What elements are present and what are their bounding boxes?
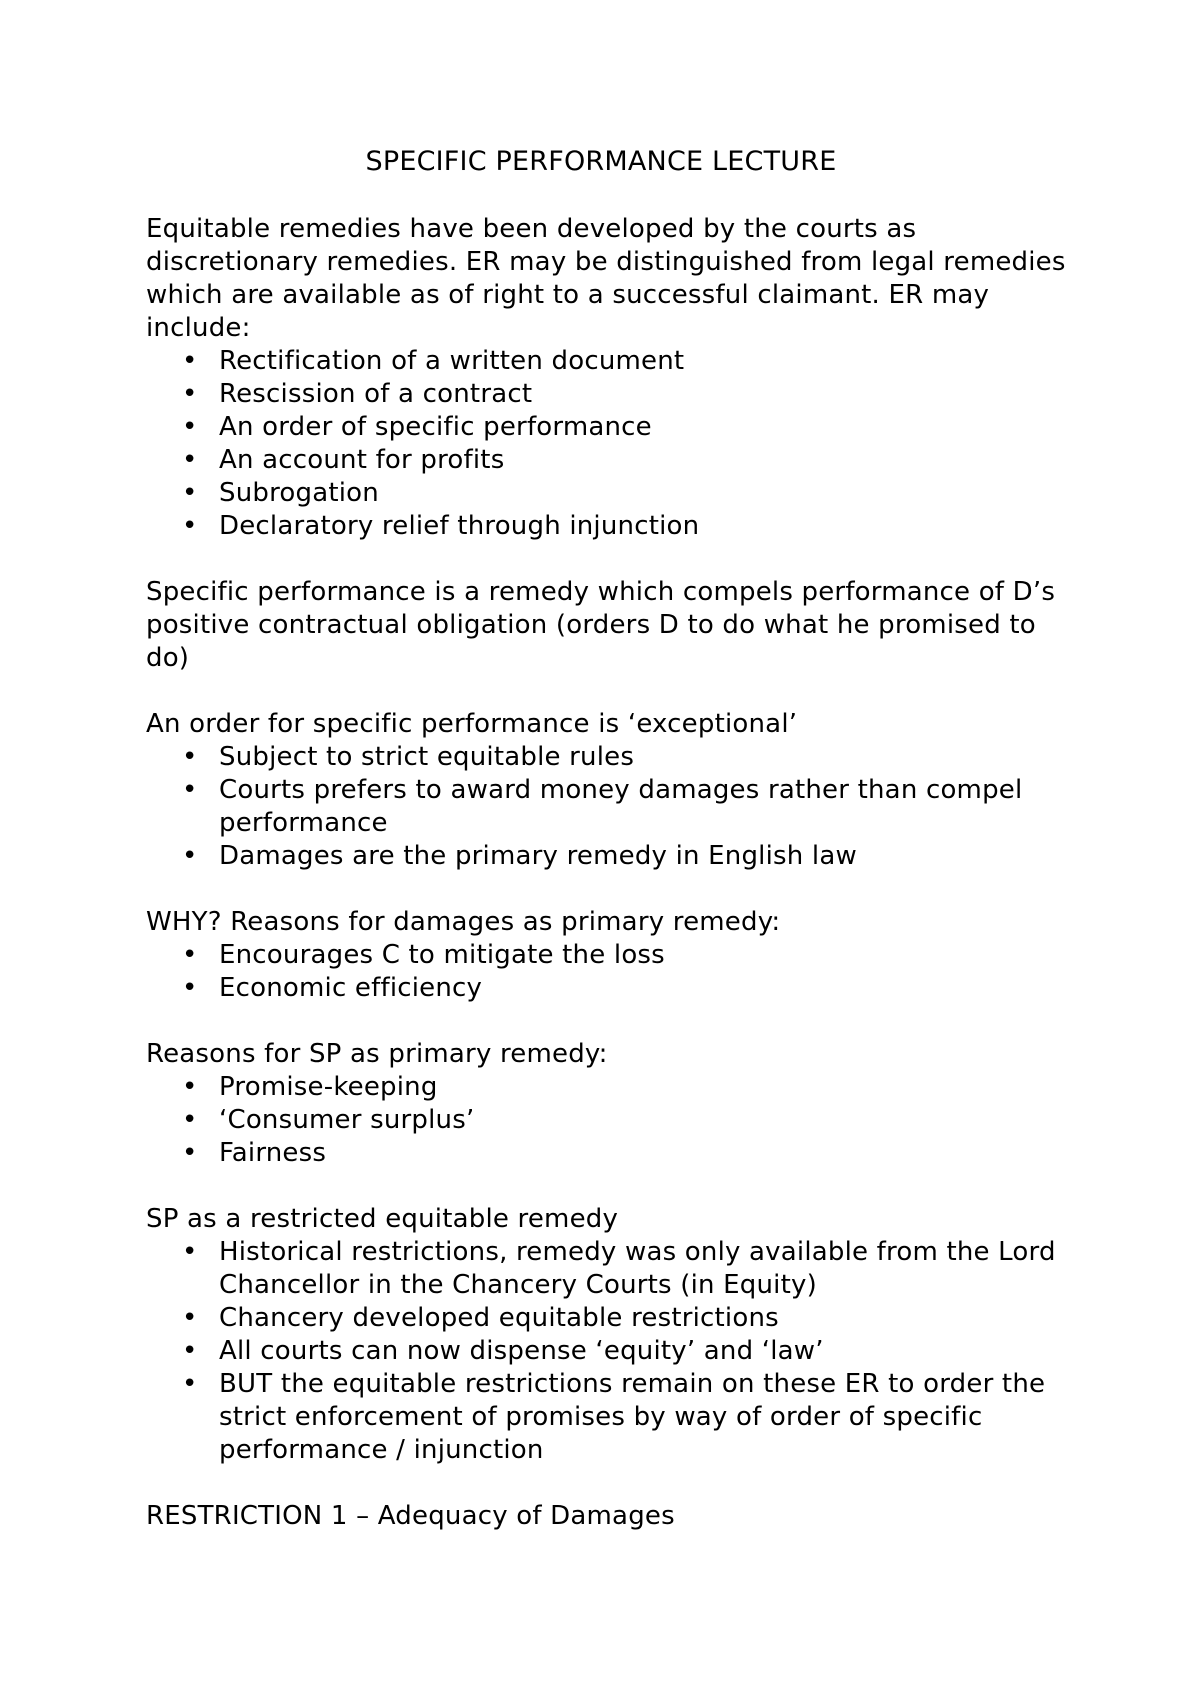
remedies-list: [146, 345, 1066, 543]
list-item: • ‘Consumer surplus’: [146, 1104, 1066, 1137]
list-item: • Chancery developed equitable restrictions: [146, 1302, 1066, 1335]
reasons-sp-heading: Reasons for SP as primary remedy:: [146, 1039, 608, 1069]
restriction-1-heading: RESTRICTION 1 – Adequacy of Damages: [146, 1501, 675, 1531]
why-damages-heading: WHY? Reasons for damages as primary remedy:: [146, 907, 781, 937]
intro-paragraph: Equitable remedies have been developed by the courts as discretionary remedies. ER may be distinguished from legal remedies which are available as of right to a successful claimant. ER may include:: [146, 214, 1066, 343]
list-item: • Rectification of a written document: [146, 345, 1066, 378]
list-item: • Subrogation: [146, 477, 1066, 510]
reasons-sp-list: [146, 1071, 1066, 1170]
list-item: • Economic efficiency: [146, 972, 1066, 1005]
list-item: • Courts prefers to award money damages rather than compel performance: [146, 774, 1066, 840]
document-body: [146, 144, 1066, 1533]
list-item: • Declaratory relief through injunction: [146, 510, 1066, 543]
why-damages-list: [146, 939, 1066, 1005]
restriction-1-section: [146, 1500, 1066, 1533]
list-item: • An order of specific performance: [146, 411, 1066, 444]
list-item: • Historical restrictions, remedy was only available from the Lord Chancellor in the Chancery Courts (in Equity): [146, 1236, 1066, 1302]
list-item: • BUT the equitable restrictions remain on these ER to order the strict enforcement of promises by way of order of specific performance / injunction: [146, 1368, 1066, 1467]
exceptional-heading: An order for specific performance is ‘exceptional’: [146, 709, 798, 739]
list-item: • Encourages C to mitigate the loss: [146, 939, 1066, 972]
why-damages-section: [146, 906, 1066, 1005]
list-item: • Fairness: [146, 1137, 1066, 1170]
list-item: • Rescission of a contract: [146, 378, 1066, 411]
list-item: • All courts can now dispense ‘equity’ and ‘law’: [146, 1335, 1066, 1368]
document-title: SPECIFIC PERFORMANCE LECTURE: [365, 146, 837, 177]
intro-section: [146, 213, 1066, 543]
exceptional-list: [146, 741, 1066, 873]
exceptional-section: [146, 708, 1066, 873]
restricted-section: [146, 1203, 1066, 1467]
restricted-list: [146, 1236, 1066, 1467]
list-item: • Damages are the primary remedy in English law: [146, 840, 1066, 873]
list-item: • Subject to strict equitable rules: [146, 741, 1066, 774]
list-item: • Promise-keeping: [146, 1071, 1066, 1104]
definition-paragraph: Specific performance is a remedy which compels performance of D’s positive contractual obligation (orders D to do what he promised to do): [146, 577, 1056, 673]
list-item: • An account for profits: [146, 444, 1066, 477]
reasons-sp-section: [146, 1038, 1066, 1170]
restricted-heading: SP as a restricted equitable remedy: [146, 1204, 619, 1234]
definition-section: [146, 576, 1066, 675]
